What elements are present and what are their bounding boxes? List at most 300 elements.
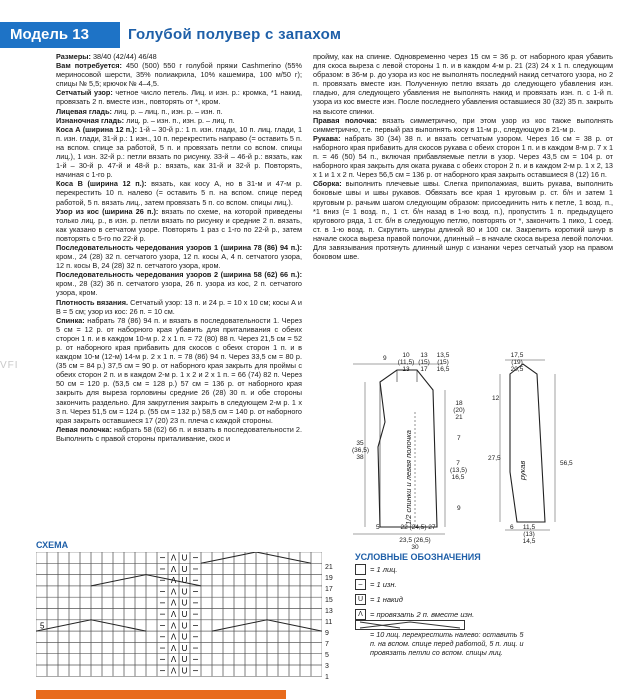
chart-symbol: U — [181, 598, 188, 608]
row-number: 7 — [325, 641, 329, 648]
instruction-paragraph — [313, 52, 613, 116]
chart-symbol: Λ — [170, 655, 177, 665]
instruction-heading: Последовательность чередования узоров 2 (ширина 58 (62) 66 п.): — [56, 270, 302, 280]
front-bottom-label-1: 5 — [376, 524, 380, 531]
chart-cell — [278, 563, 289, 574]
instruction-heading: Плотность вязания. — [56, 297, 129, 307]
cable-description: = 10 лиц. перекрестить налево: оставить 5 п. на вспом. спице перед работой, 5 п. лиц. и провязать петли со вспом. спицы лиц. — [370, 630, 524, 657]
chart-cell — [212, 597, 223, 608]
chart-cell — [135, 552, 146, 563]
chart-cell — [212, 552, 223, 563]
chart-cell — [289, 609, 300, 620]
chart-cell — [36, 563, 47, 574]
front-top-label-3: 13 (15) 17 — [418, 352, 430, 373]
instruction-heading: Узор из кос (ширина 26 п.): — [56, 206, 159, 216]
chart-cell — [36, 609, 47, 620]
chart-cell — [300, 631, 311, 642]
chart-cell — [267, 665, 278, 676]
chart-cell — [47, 631, 58, 642]
chart-symbol: Λ — [170, 564, 177, 574]
chart-cell — [47, 586, 58, 597]
instruction-paragraph — [56, 270, 302, 297]
knitting-chart-grid — [36, 552, 322, 677]
instruction-heading: Последовательность чередования узоров 1 (ширина 78 (86) 94 п.): — [56, 242, 302, 252]
instruction-text: выполнить плечевые швы. Слегка приполажиая, вшить рукава, выполнить боковые швы и швы рукавов. Обвязать все края 1 круговым р. ст. б/н и затем 1 круговым р. рачьим шагом следующим образом: присоединить нить к петле, 1 возд. п., *1 вниз (= 1 возд. п., 1 ст. б/н назад в 1-ю возд. п.), пропустить 1 п. предыдущего кругового ряда, 1 ст. б/н в следующую петлю, повторять от *, закончить 1 пико, 1 соед. ст. в 1-ю возд. п. Скрутить шнуры длиной 80 и 100 см. Закрепить короткий шнур в начале скоса выреза правой полочки, длинный – в начале скоса выреза левой полочки. Для завязывания протянуть длинный шнур с изнанки через сетчатый узор на правом боковом шве. — [313, 179, 613, 262]
chart-cell — [58, 654, 69, 665]
chart-cell — [245, 631, 256, 642]
chart-cell — [234, 586, 245, 597]
chart-cell — [311, 575, 322, 586]
chart-cell — [91, 563, 102, 574]
chart-cell — [289, 642, 300, 653]
chart-cell — [146, 609, 157, 620]
chart-cell — [102, 609, 113, 620]
chart-cell — [267, 654, 278, 665]
chart-cell — [201, 654, 212, 665]
chart-cell — [102, 642, 113, 653]
chart-symbol: Λ — [170, 666, 177, 676]
chart-symbol: U — [181, 553, 188, 563]
chart-cell — [135, 631, 146, 642]
row-number: 5 — [325, 652, 329, 659]
chart-cell — [36, 597, 47, 608]
chart-cell — [146, 552, 157, 563]
instruction-text: лиц. р. – лиц. п., изн. р. – изн. п. — [111, 106, 223, 116]
instruction-text: Сетчатый узор: 13 п. и 24 р. = 10 х 10 см; косы А и В = 5 см; узор из кос: 26 п. = 10 см. — [56, 297, 302, 316]
chart-cell — [234, 563, 245, 574]
chart-cell — [300, 609, 311, 620]
chart-cell — [47, 597, 58, 608]
chart-cell — [69, 654, 80, 665]
chart-cell — [256, 586, 267, 597]
chart-cell — [102, 563, 113, 574]
chart-cell — [91, 665, 102, 676]
chart-cell — [135, 642, 146, 653]
front-bottom-label-3: 23,5 (26,5) 30 — [399, 537, 431, 551]
chart-cell — [223, 609, 234, 620]
chart-cell — [135, 665, 146, 676]
chart-cell — [69, 586, 80, 597]
legend-item-yarnover — [355, 594, 403, 605]
chart-cell — [102, 597, 113, 608]
chart-symbol: Λ — [170, 610, 177, 619]
row-number: 17 — [325, 586, 333, 593]
instruction-heading: Коса В (ширина 12 п.): — [56, 179, 147, 189]
chart-cell — [80, 563, 91, 574]
chart-cell — [267, 597, 278, 608]
instruction-paragraph — [56, 88, 302, 106]
chart-cell — [80, 631, 91, 642]
chart-cell — [245, 620, 256, 631]
chart-symbol: U — [181, 587, 188, 597]
chart-cell — [58, 597, 69, 608]
instruction-paragraph — [56, 52, 302, 61]
chart-cell — [135, 654, 146, 665]
chart-cell — [135, 609, 146, 620]
sleeve-top-label: 17,5 (19) 20,5 — [510, 352, 524, 373]
chart-cell — [102, 631, 113, 642]
chart-cell — [58, 586, 69, 597]
chart-symbol: U — [181, 666, 188, 676]
chart-cell — [245, 665, 256, 676]
chart-cell — [102, 575, 113, 586]
chart-cell — [300, 620, 311, 631]
chart-cell — [102, 620, 113, 631]
chart-cell — [201, 631, 212, 642]
chart-cell — [256, 609, 267, 620]
instruction-text: набрать 58 (62) 66 п. и вязать в последовательности 2. Выполнить с правой стороны приталивание, скос и — [56, 424, 302, 443]
chart-cell — [146, 654, 157, 665]
chart-cell — [245, 654, 256, 665]
sleeve-bottom-label-1: 6 — [510, 524, 514, 531]
chart-cell — [311, 609, 322, 620]
chart-cell — [201, 665, 212, 676]
legend-item-label: = 1 лиц. — [370, 565, 398, 574]
yarnover-symbol: U — [355, 594, 366, 605]
chart-cell — [124, 575, 135, 586]
chart-symbol: U — [181, 610, 188, 619]
chart-cell — [69, 552, 80, 563]
chart-cell — [124, 597, 135, 608]
chart-cell — [146, 597, 157, 608]
chart-cell — [124, 563, 135, 574]
chart-cell — [278, 654, 289, 665]
sleeve-diagram — [510, 364, 545, 522]
chart-cell — [223, 563, 234, 574]
chart-cell — [58, 563, 69, 574]
chart-cell — [234, 631, 245, 642]
chart-cell — [47, 609, 58, 620]
chart-cell — [300, 563, 311, 574]
front-inner-label-4: 9 — [457, 505, 461, 512]
chart-cell — [212, 654, 223, 665]
chart-cell — [234, 575, 245, 586]
chart-cell — [69, 575, 80, 586]
chart-cell — [135, 586, 146, 597]
front-top-label-1: 9 — [383, 355, 387, 362]
page-header — [0, 22, 620, 48]
chart-cell — [36, 642, 47, 653]
chart-cell — [245, 609, 256, 620]
chart-cell — [91, 642, 102, 653]
chart-cell — [80, 654, 91, 665]
instruction-paragraph — [56, 61, 302, 88]
chart-cell — [102, 654, 113, 665]
chart-cell — [69, 665, 80, 676]
chart-cell — [102, 665, 113, 676]
chart-cell — [146, 665, 157, 676]
chart-cell — [256, 631, 267, 642]
chart-cell — [36, 631, 47, 642]
chart-cell — [278, 642, 289, 653]
chart-cell — [256, 575, 267, 586]
front-inner-label-3: 7 (13,5) 16,5 — [450, 460, 467, 481]
legend-item-label: = 1 накид — [370, 595, 403, 604]
chart-cell — [201, 563, 212, 574]
chart-cell — [289, 665, 300, 676]
chart-cell — [311, 563, 322, 574]
chart-inner-label: 5 — [40, 621, 45, 631]
chart-cell — [80, 597, 91, 608]
row-number: 1 — [325, 674, 329, 681]
chart-cell — [47, 575, 58, 586]
chart-cell — [135, 563, 146, 574]
instruction-text: 38/40 (42/44) 46/48 — [90, 52, 157, 61]
chart-cell — [223, 586, 234, 597]
chart-cell — [80, 586, 91, 597]
chart-cell — [245, 597, 256, 608]
legend-item-knit — [355, 564, 398, 575]
row-number: 19 — [325, 575, 333, 582]
chart-cell — [223, 575, 234, 586]
chart-cell — [267, 609, 278, 620]
page-title: Голубой полувер с запахом — [128, 26, 342, 43]
chart-cell — [300, 654, 311, 665]
chart-cell — [58, 552, 69, 563]
chart-cell — [311, 665, 322, 676]
row-number: 21 — [325, 564, 333, 571]
scheme-title: СХЕМА — [36, 540, 69, 550]
chart-cell — [113, 642, 124, 653]
instructions-right-column — [313, 52, 613, 352]
chart-symbol: Λ — [170, 643, 177, 653]
instruction-heading: Изнаночная гладь: — [56, 115, 125, 125]
chart-cell — [113, 609, 124, 620]
chart-cell — [300, 586, 311, 597]
chart-cell — [267, 552, 278, 563]
row-number: 13 — [325, 608, 333, 615]
chart-cell — [278, 586, 289, 597]
instruction-paragraph — [56, 116, 302, 125]
chart-cell — [146, 631, 157, 642]
chart-cell — [234, 609, 245, 620]
chart-cell — [212, 665, 223, 676]
chart-cell — [201, 620, 212, 631]
instruction-text: набрать 78 (86) 94 п. и вязать в последовательности 1. Через 5 см = 12 р. от наборного края убавить для приталивания с обеих сторон 1 п. и в каждом 10-м р. 2 х 1 п. = 72 (80) 88 п. Через 21,5 см = 52 р. от наборного края прибавить для скосов с обеих сторон 1 п. и в каждом 10-м (12-м) 14-м р. 2 х 1 п. = 78 (86) 94 п. Через 33,5 см = 80 р. (35 см = 84 р.) 37,5 см = 90 р. от наборного края закрыть для проймы с обеих сторон 2 п. и в каждом 2-м р. 1 х 2 и 2 х 1 п. = 66 (74) 82 п. Через 50 см = 120 р. (53,5 см = 128 р.) 57 см = 136 р. от наборного края закрыть для выреза горловины средние 26 (28) 30 п. и обе стороны закончить раздельно. Для закругления закрыть в следующем 2-м р. 1 х 3 п. Через 51,5 см = 124 р. (55 см = 132 р.) 58,5 см = 140 р. от наборного края закрыть оставшиеся 17 (20) 23 п. плеча с каждой стороны. — [56, 315, 302, 425]
instruction-text: пройму, как на спинке. Одновременно через 15 см = 36 р. от наборного края убавить для скоса выреза с левой стороны 1 п. и в каждом 4-м р. 21 (23) 24 х 1 п. следующим образом: в 36-м р. до узора из кос не выполнять последний накид сетчатого узора, но 2 п. провязать вместе изн. Полученную петлю вязать до следующего убавления изн. гладью, для следующего убавления не выполнять накид и провязать изн. п. с 1-й п. узора из кос вместе изн. После последнего убавления оставшиеся 30 (32) 35 п. закрыть на высоте спинки. — [313, 52, 613, 116]
chart-cell — [201, 642, 212, 653]
chart-symbol: Λ — [170, 621, 177, 631]
pattern-diagrams — [345, 352, 620, 547]
chart-cell — [47, 620, 58, 631]
chart-cell — [47, 665, 58, 676]
chart-cell — [58, 665, 69, 676]
instruction-text: четное число петель. Лиц. и изн. р.: кромка, *1 накид, провязать 2 п. вместе изн., повторять от *, кром. — [56, 88, 302, 107]
chart-symbol: Λ — [170, 576, 177, 586]
chart-symbol: Λ — [170, 632, 177, 642]
instruction-text: набрать 30 (34) 38 п. и вязать сетчатым узором. Через 16 см = 38 р. от наборного края прибавить для скосов рукава с обеих сторон 1 п. и в каждом 8-м р. 7 х 1 п. = 46 (50) 54 п., включая прибавляемые петли в узор. Через 43,5 см = 104 р. от наборного края закрыть для оката рукава с обеих сторон 2 п. и в каждом 2-м р. 1 х 2, 13 х 1 и 1 х 2 п. Через 56,5 см = 136 р. от наборного края закрыть оставшиеся 8 (12) 16 п. — [313, 133, 613, 180]
chart-cell — [300, 642, 311, 653]
purl-symbol: – — [355, 579, 366, 590]
instruction-heading: Вам потребуется: — [56, 61, 122, 71]
instruction-heading: Коса А (ширина 12 п.): — [56, 124, 138, 134]
chart-cell — [256, 642, 267, 653]
chart-cell — [223, 597, 234, 608]
chart-cell — [124, 609, 135, 620]
front-left-label: 35 (36,5) 38 — [352, 440, 369, 461]
chart-cell — [69, 631, 80, 642]
footer-accent-bar — [36, 690, 286, 699]
chart-cell — [201, 575, 212, 586]
chart-cell — [124, 665, 135, 676]
row-number: 11 — [325, 619, 333, 626]
chart-cell — [47, 654, 58, 665]
instruction-paragraph — [56, 125, 302, 180]
chart-cell — [223, 665, 234, 676]
chart-cell — [80, 552, 91, 563]
chart-cell — [146, 586, 157, 597]
row-number: 9 — [325, 630, 329, 637]
instruction-paragraph — [313, 116, 613, 134]
chart-cell — [300, 665, 311, 676]
chart-cell — [201, 597, 212, 608]
instruction-paragraph — [56, 243, 302, 270]
chart-cell — [223, 620, 234, 631]
chart-cell — [289, 552, 300, 563]
chart-cell — [124, 642, 135, 653]
chart-cell — [58, 575, 69, 586]
chart-symbol: Λ — [170, 587, 177, 597]
chart-cell — [256, 597, 267, 608]
chart-cell — [124, 586, 135, 597]
chart-symbol: U — [181, 643, 188, 653]
front-inner-label-1: 18 (20) 21 — [453, 400, 465, 421]
instruction-heading: Левая полочка: — [56, 424, 112, 434]
chart-cell — [69, 620, 80, 631]
chart-cell — [113, 552, 124, 563]
chart-cell — [58, 609, 69, 620]
chart-cell — [311, 586, 322, 597]
chart-cell — [113, 665, 124, 676]
instructions-left-column — [56, 52, 302, 532]
chart-cell — [124, 654, 135, 665]
instruction-heading: Лицевая гладь: — [56, 106, 112, 116]
decrease-symbol: Λ — [355, 609, 366, 620]
chart-cell — [80, 665, 91, 676]
chart-cell — [289, 631, 300, 642]
legend-item-decrease — [355, 609, 474, 620]
chart-cell — [311, 597, 322, 608]
chart-cell — [146, 563, 157, 574]
chart-cell — [80, 609, 91, 620]
chart-cell — [289, 586, 300, 597]
instruction-paragraph — [313, 179, 613, 261]
chart-cell — [124, 552, 135, 563]
chart-cell — [234, 552, 245, 563]
instruction-paragraph — [56, 207, 302, 243]
chart-cell — [245, 563, 256, 574]
chart-symbol: Λ — [170, 598, 177, 608]
front-bottom-label-2: 22 (24,5) 27 — [400, 524, 436, 531]
chart-cell — [212, 642, 223, 653]
chart-cell — [256, 563, 267, 574]
instruction-text: кром., 24 (28) 32 п. сетчатого узора, 12 п. косы А, 4 п. сетчатого узора, 12 п. косы В, 24 (28) 32 п. сетчатого узора, кром. — [56, 252, 302, 271]
chart-cell — [212, 586, 223, 597]
sleeve-right-label: 56,5 — [560, 460, 573, 467]
chart-cell — [69, 609, 80, 620]
legend-item-label: = провязать 2 п. вместе изн. — [370, 610, 475, 619]
chart-cell — [212, 631, 223, 642]
chart-cell — [245, 575, 256, 586]
chart-cell — [36, 665, 47, 676]
chart-cell — [278, 620, 289, 631]
chart-cell — [212, 575, 223, 586]
chart-cell — [47, 563, 58, 574]
chart-cell — [47, 552, 58, 563]
cable-symbol-icon — [355, 620, 465, 630]
chart-symbol: U — [181, 655, 188, 665]
watermark: VFI — [0, 360, 19, 371]
chart-cell — [36, 586, 47, 597]
sleeve-left-label-1: 12 — [492, 395, 500, 402]
chart-cell — [113, 654, 124, 665]
chart-cell — [91, 552, 102, 563]
chart-cell — [223, 631, 234, 642]
chart-cell — [278, 665, 289, 676]
chart-symbol: U — [181, 576, 188, 586]
instruction-heading: Размеры: — [56, 52, 91, 61]
legend-title: УСЛОВНЫЕ ОБОЗНАЧЕНИЯ — [355, 552, 481, 562]
chart-cell — [58, 642, 69, 653]
chart-cell — [146, 642, 157, 653]
chart-row-numbers — [325, 562, 333, 683]
knit-symbol — [355, 564, 366, 575]
chart-cell — [267, 563, 278, 574]
legend-item-label: = 1 изн. — [370, 580, 397, 589]
instruction-paragraph — [56, 298, 302, 316]
chart-cell — [91, 609, 102, 620]
chart-cell — [113, 631, 124, 642]
chart-cell — [256, 665, 267, 676]
chart-cell — [80, 642, 91, 653]
chart-cell — [267, 586, 278, 597]
instruction-paragraph — [56, 179, 302, 206]
chart-cell — [124, 620, 135, 631]
chart-symbol: U — [181, 632, 188, 642]
chart-cell — [300, 597, 311, 608]
chart-cell — [102, 552, 113, 563]
chart-cell — [278, 575, 289, 586]
legend-item-purl — [355, 579, 397, 590]
row-number: 15 — [325, 597, 333, 604]
chart-cell — [267, 575, 278, 586]
instruction-text: вязать, как косу А, но в 31-м и 47-м р. перекрестить 10 п. налево (= оставить 5 п. на вспом. спице перед работой, 5 п. вязать лиц., затем провязать 5 п. со вспом. спицы лиц.). — [56, 179, 302, 207]
chart-cell — [245, 642, 256, 653]
chart-cell — [223, 642, 234, 653]
chart-cell — [234, 597, 245, 608]
sleeve-side-text: рукав — [518, 460, 527, 480]
instruction-paragraph — [56, 316, 302, 425]
chart-cell — [278, 609, 289, 620]
instruction-heading: Правая полочка: — [313, 115, 377, 125]
chart-cell — [47, 642, 58, 653]
chart-cell — [278, 597, 289, 608]
instruction-text: лиц. р. – изн. п., изн. р. – лиц. п. — [124, 115, 235, 125]
chart-cell — [267, 631, 278, 642]
chart-cell — [223, 654, 234, 665]
chart-cell — [58, 631, 69, 642]
instruction-text: 1-й – 30-й р.: 1 п. изн. глади, 10 п. лиц. глади, 1 п. изн. глади, 31-й р.: 1 изн., 10 п. перекрестить направо (= оставить 5 п. на вспом. спице за работой, 5 п. и провязать петли со вспом. спицы лиц.), 1 изн. 32-й р.: петли вязать по рисунку. 33-й – 46-й р.: вязать, как 1-й – 30-й р. 47-й и 48-й р.: вязать, как 31-й и 32-й р. Повторять, начиная с 1-го р. — [56, 124, 302, 180]
sleeve-bottom-label-2: 11,5 (13) 14,5 — [522, 524, 536, 545]
chart-cell — [300, 575, 311, 586]
chart-cell — [36, 552, 47, 563]
chart-cell — [311, 642, 322, 653]
chart-cell — [124, 631, 135, 642]
chart-cell — [113, 563, 124, 574]
chart-cell — [36, 575, 47, 586]
sleeve-left-label-2: 27,5 — [488, 455, 501, 462]
instruction-paragraph — [56, 425, 302, 443]
